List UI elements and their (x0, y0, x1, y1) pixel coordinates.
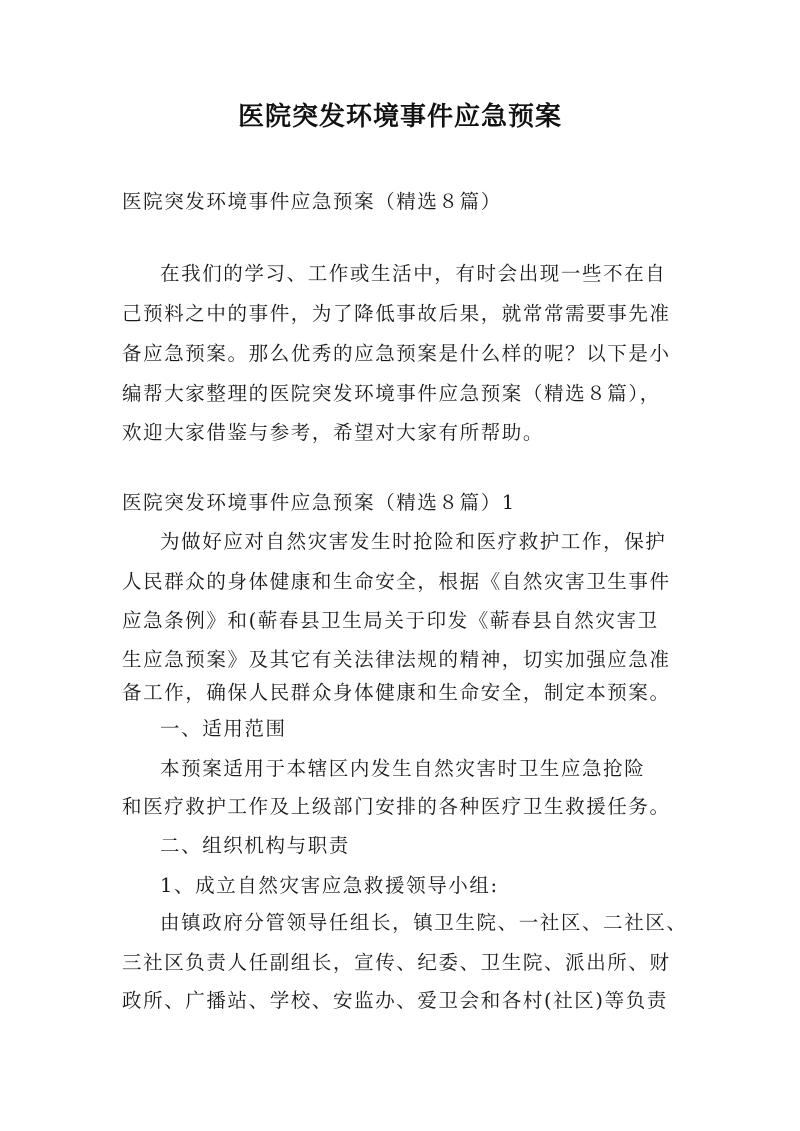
subsection-heading: 1、成立自然灾害应急救援领导小组: (160, 874, 499, 897)
intro-line: 欢迎大家借鉴与参考，希望对大家有所帮助。 (122, 421, 545, 444)
body-line: 本预案适用于本辖区内发生自然灾害时卫生应急抢险 (160, 757, 646, 780)
section-heading: 一、适用范围 (160, 717, 287, 740)
body-line: 三社区负责人任副组长，宣传、纪委、卫生院、派出所、财 (122, 951, 671, 974)
body-line: 生应急预案》及其它有关法律法规的精神，切实加强应急准 (122, 648, 671, 671)
body-line: 由镇政府分管领导任组长，镇卫生院、一社区、二社区、 (160, 911, 688, 934)
section-title: 医院突发环境事件应急预案（精选８篇）1 (122, 491, 516, 514)
body-line: 应急条例》和(蕲春县卫生局关于印发《蕲春县自然灾害卫 (122, 609, 659, 632)
intro-line: 在我们的学习、工作或生活中，有时会出现一些不在自 (160, 262, 667, 285)
section-heading: 二、组织机构与职责 (160, 834, 350, 857)
body-line: 和医疗救护工作及上级部门安排的各种医疗卫生救援任务。 (122, 795, 671, 818)
body-line: 人民群众的身体健康和生命安全，根据《自然灾害卫生事件 (122, 570, 671, 593)
intro-line: 备应急预案。那么优秀的应急预案是什么样的呢？以下是小 (122, 342, 671, 365)
document-subtitle: 医院突发环境事件应急预案（精选８篇） (122, 190, 502, 213)
body-line: 为做好应对自然灾害发生时抢险和医疗救护工作，保护 (160, 530, 667, 553)
body-line: 政所、广播站、学校、安监办、爱卫会和各村(社区)等负责 (122, 989, 668, 1012)
document-title: 医院突发环境事件应急预案 (237, 102, 562, 132)
intro-line: 己预料之中的事件，为了降低事故后果，就常常需要事先准 (122, 302, 671, 325)
intro-line: 编帮大家整理的医院突发环境事件应急预案（精选８篇）， (122, 382, 661, 405)
body-line: 备工作，确保人民群众身体健康和生命安全，制定本预案。 (122, 681, 671, 704)
